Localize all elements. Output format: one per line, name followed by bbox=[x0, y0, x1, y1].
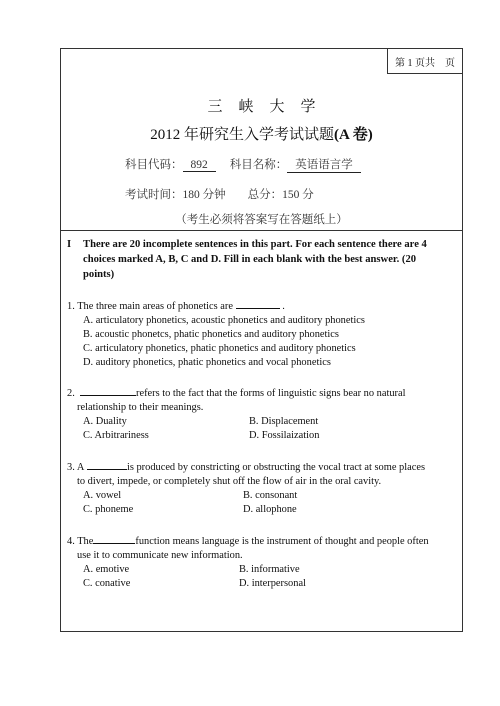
question-1-stem bbox=[67, 298, 456, 314]
subject-name-value: 英语语言学 bbox=[287, 156, 361, 173]
time-label: 考试时间： bbox=[125, 189, 183, 201]
option-c: C. phoneme bbox=[83, 504, 134, 515]
options-row-ab bbox=[67, 563, 456, 577]
option-d: D. Fossilaization bbox=[249, 430, 320, 441]
section-line-2: choices marked A, B, C and D. Fill in each blank with the best answer. (20 bbox=[83, 254, 417, 265]
time-score-row bbox=[125, 186, 314, 202]
answer-blank bbox=[236, 298, 280, 309]
option-b: B. Displacement bbox=[249, 416, 319, 427]
options-row-cd bbox=[67, 577, 456, 591]
question-3-text: is produced by constricting or obstructing the vocal tract at some places bbox=[126, 462, 426, 473]
section-line-3: points) bbox=[83, 269, 115, 280]
question-4-text-cont: use it to communicate new information. bbox=[77, 550, 243, 561]
option-c: C. conative bbox=[83, 578, 131, 589]
university-name: 三峡大学 bbox=[207, 99, 332, 115]
question-1 bbox=[67, 298, 456, 370]
exam-header bbox=[61, 49, 462, 231]
options-row-cd bbox=[67, 503, 456, 517]
exam-title-paper: (A 卷) bbox=[334, 127, 373, 143]
subject-row bbox=[125, 156, 361, 173]
option-c: C. articulatory phonetics, phatic phonetics and auditory phonetics bbox=[83, 343, 356, 354]
question-3-number: 3. A bbox=[67, 462, 85, 473]
question-4-number: 4. The bbox=[67, 536, 94, 547]
option-d: D. interpersonal bbox=[239, 578, 306, 589]
page-number-text: 第 1 页共 页 bbox=[395, 57, 455, 69]
option-a: A. vowel bbox=[83, 490, 122, 501]
question-3-text-cont: to divert, impede, or completely shut off the flow of air in the oral cavity. bbox=[77, 476, 382, 487]
option-a: A. emotive bbox=[83, 564, 130, 575]
question-4-stem bbox=[67, 533, 456, 563]
answer-blank bbox=[93, 533, 135, 544]
question-1-end: . bbox=[282, 301, 285, 312]
option-a: A. articulatory phonetics, acoustic phonetics and auditory phonetics bbox=[83, 315, 365, 326]
option-b: B. acoustic phonetcs, phatic phonetics and auditory phonetics bbox=[83, 329, 339, 340]
question-4 bbox=[67, 533, 456, 591]
question-4-text: function means language is the instrument of thought and people often bbox=[135, 536, 429, 547]
options-row-cd bbox=[67, 429, 456, 443]
exam-title bbox=[61, 123, 462, 144]
options-row-ab bbox=[67, 415, 456, 429]
question-2 bbox=[67, 385, 456, 443]
section-instructions bbox=[67, 237, 456, 282]
question-2-text: refers to the fact that the forms of linguistic signs bear no natural bbox=[136, 388, 406, 399]
question-2-stem bbox=[67, 385, 456, 415]
question-3-stem bbox=[67, 459, 456, 489]
option-c: C. Arbitrariness bbox=[83, 430, 149, 441]
question-1-text: 1. The three main areas of phonetics are bbox=[67, 301, 233, 312]
option-b: B. consonant bbox=[243, 490, 298, 501]
answer-blank bbox=[87, 459, 127, 470]
question-2-number: 2. bbox=[67, 388, 75, 399]
answer-sheet-note: （考生必须将答案写在答题纸上） bbox=[175, 214, 348, 226]
section-number: I bbox=[67, 239, 72, 250]
score-label: 总分： bbox=[247, 189, 283, 201]
subject-code-value: 892 bbox=[183, 159, 216, 172]
score-value: 150 分 bbox=[282, 189, 314, 201]
exam-title-main: 2012 年研究生入学考试试题 bbox=[150, 127, 334, 143]
subject-code-label: 科目代码： bbox=[125, 159, 183, 171]
section-line-1: There are 20 incomplete sentences in this part. For each sentence there are 4 bbox=[83, 239, 427, 250]
option-a: A. Duality bbox=[83, 416, 127, 427]
time-value: 180 分钟 bbox=[182, 189, 226, 201]
option-d: D. allophone bbox=[243, 504, 297, 515]
options-row-ab bbox=[67, 489, 456, 503]
option-b: B. informative bbox=[239, 564, 300, 575]
question-2-text-cont: relationship to their meanings. bbox=[77, 402, 204, 413]
exam-page-frame bbox=[60, 48, 463, 632]
answer-blank bbox=[80, 385, 136, 396]
option-d: D. auditory phonetics, phatic phonetics and vocal phonetics bbox=[83, 357, 331, 368]
subject-name-label: 科目名称： bbox=[229, 159, 288, 171]
question-3 bbox=[67, 459, 456, 517]
